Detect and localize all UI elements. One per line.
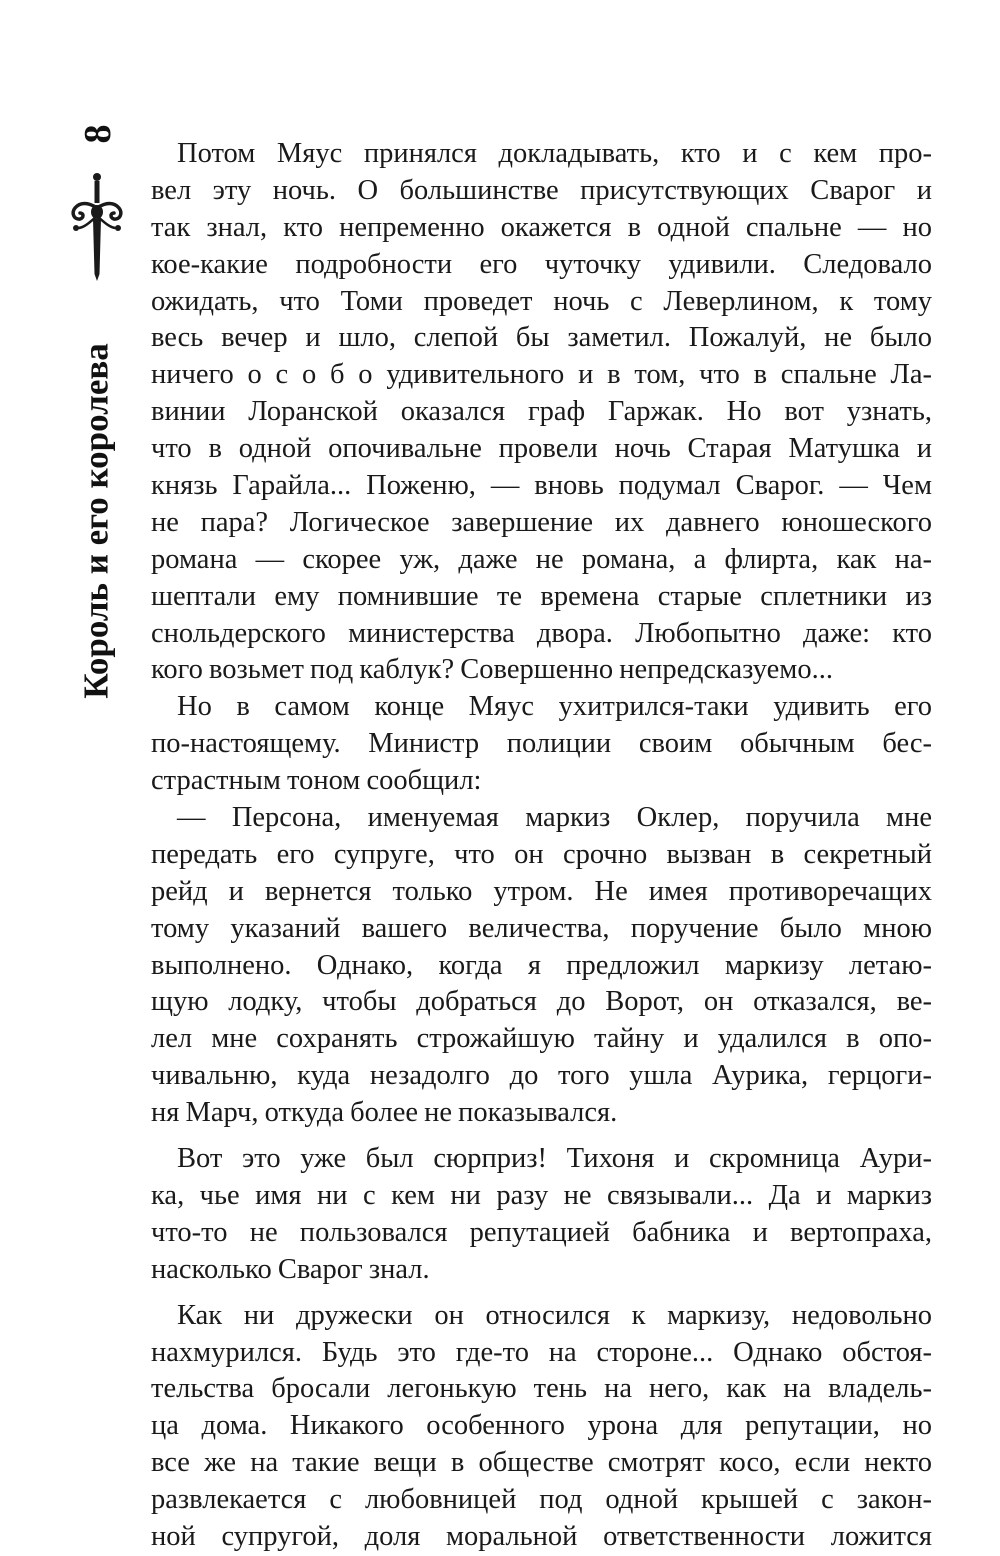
- text-line: все же на такие вещи в обществе смотрят косо, если некто: [151, 1447, 932, 1479]
- text-line: князь Гарайла... Поженю, — вновь подумал Сварог. — Чем: [151, 470, 932, 502]
- body-text: [151, 136, 932, 1552]
- running-title-text: Король и его королева: [76, 343, 116, 699]
- text-line: тельства бросали легонькую тень на него, как на владель-: [151, 1373, 932, 1405]
- text-line: развлекается с любовницей под одной крышей с закон-: [151, 1484, 932, 1516]
- text-line: снольдерского министерства двора. Любопытно даже: кто: [151, 617, 932, 649]
- text-line: романа — скорее уж, даже не романа, а флирта, как на-: [151, 543, 932, 575]
- paragraph-spacer: [151, 1132, 932, 1141]
- sword-ornament-shape: [73, 173, 121, 281]
- text-line: кое-какие подробности его чуточку удивили. Следовало: [151, 248, 932, 280]
- paragraph: [151, 689, 932, 800]
- text-line: лел мне сохранять строжайшую тайну и удалился в опо-: [151, 1023, 932, 1055]
- text-line: — Персона, именуемая маркиз Оклер, поручила мне: [177, 802, 932, 834]
- text-line: нахмурился. Будь это где-то на стороне... Однако обстоя-: [151, 1336, 932, 1368]
- page-number: 8: [77, 124, 119, 144]
- text-line: шептали ему помнившие те времена старые сплетники из: [151, 580, 932, 612]
- text-line: что-то не пользовался репутацией бабника и вертопраха,: [151, 1216, 932, 1248]
- paragraph: [151, 800, 932, 1132]
- text-line: ной супругой, доля моральной ответственности ложится: [151, 1520, 932, 1552]
- text-line: по-настоящему. Министр полиции своим обычным бес-: [151, 728, 932, 760]
- text-line: вел эту ночь. О большинстве присутствующих Сварог и: [151, 174, 932, 206]
- text-line: весь вечер и шло, слепой бы заметил. Пожалуй, не было: [151, 322, 932, 354]
- paragraph: [151, 136, 932, 689]
- text-line: винии Лоранской оказался граф Гаржак. Но вот узнать,: [151, 396, 932, 428]
- text-line: что в одной опочивальне провели ночь Старая Матушка и: [151, 433, 932, 465]
- text-line: страстным тоном сообщил:: [151, 765, 482, 797]
- text-line: ка, чье имя ни с кем ни разу не связывали... Да и маркиз: [151, 1179, 932, 1211]
- text-line: не пара? Логическое завершение их давнего юношеского: [151, 506, 932, 538]
- text-line: ня Марч, откуда более не показывался.: [151, 1097, 618, 1129]
- text-line: тому указаний вашего величества, поручение было мною: [151, 912, 932, 944]
- text-line: насколько Сварог знал.: [151, 1253, 430, 1285]
- paragraph-spacer: [151, 1289, 932, 1298]
- text-line: Потом Мяус принялся докладывать, кто и с кем про-: [177, 138, 932, 169]
- text-line: передать его супруге, что он срочно вызван в секретный: [151, 838, 932, 870]
- text-line: ца дома. Никакого особенного урона для репутации, но: [151, 1410, 932, 1442]
- running-title: [70, 332, 122, 710]
- text-line: Но в самом конце Мяус ухитрился-таки удивить его: [177, 691, 932, 723]
- text-line: ожидать, что Томи проведет ночь с Леверлином, к тому: [151, 285, 932, 317]
- text-line: выполнено. Однако, когда я предложил маркизу летаю-: [151, 949, 932, 981]
- paragraph: [151, 1298, 932, 1556]
- text-line: так знал, кто непременно окажется в одной спальне — но: [151, 211, 932, 243]
- text-line: Вот это уже был сюрприз! Тихоня и скромница Аури-: [177, 1143, 932, 1175]
- text-line: ничего о с о б о удивительного и в том, что в спальне Ла-: [151, 359, 932, 391]
- sword-ornament-icon: [66, 172, 128, 282]
- text-line: щую лодку, чтобы добраться до Ворот, он отказался, ве-: [151, 986, 932, 1018]
- text-line: рейд и вернется только утром. Не имея противоречащих: [151, 875, 932, 907]
- paragraph: [151, 1141, 932, 1289]
- text-line: Как ни дружески он относился к маркизу, недовольно: [177, 1299, 932, 1331]
- text-line: кого возьмет под каблук? Совершенно непредсказуемо...: [151, 654, 833, 686]
- text-line: чивальню, куда незадолго до того ушла Аурика, герцоги-: [151, 1060, 932, 1092]
